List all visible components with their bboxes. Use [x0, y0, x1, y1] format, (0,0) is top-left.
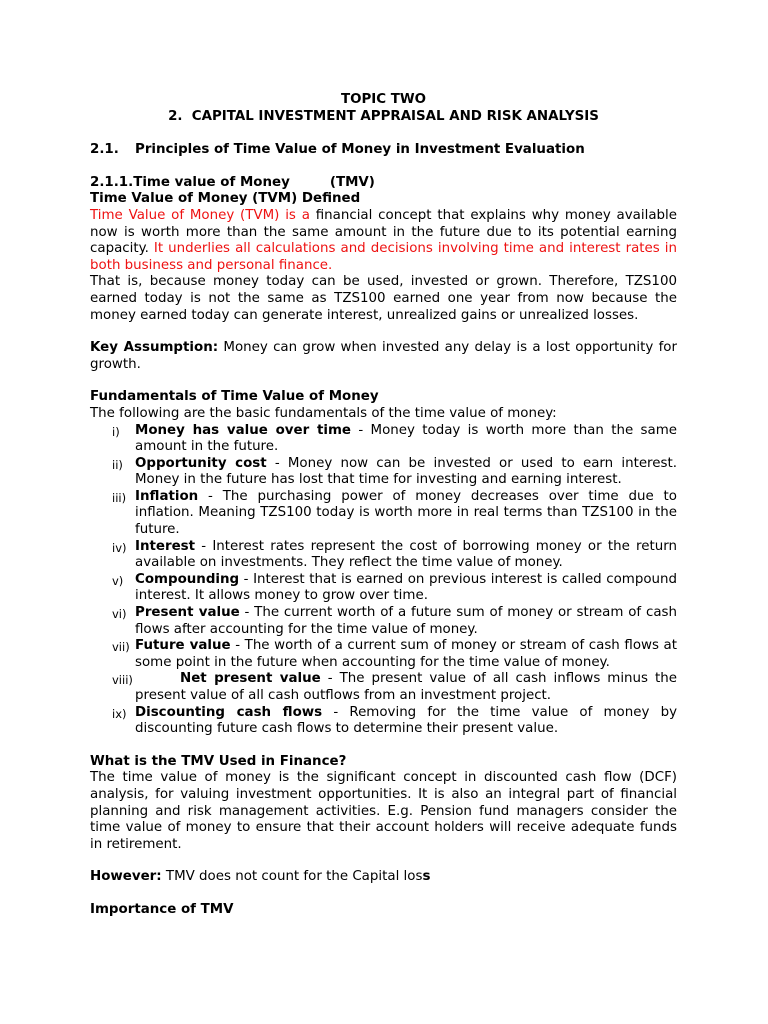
fundamentals-intro: The following are the basic fundamentals of the time value of money:: [90, 405, 557, 421]
subsection-heading: [90, 175, 677, 192]
list-marker: iii): [112, 490, 127, 505]
definition-red-2: It underlies all calculations and decisions involving time and interest rates in both business and personal finance.: [90, 241, 677, 273]
subsection-abbr: (TMV): [329, 174, 375, 190]
list-marker: vi): [112, 607, 127, 622]
list-desc: - The present value of all cash inflows minus the present value of all cash outflows from an investment project.: [135, 671, 677, 703]
list-item: [90, 638, 677, 671]
document-body: [90, 92, 677, 919]
list-desc: - Interest that is earned on previous interest is called compound interest. It allows money to grow over time.: [135, 571, 677, 604]
topic-title: TOPIC TWO: [340, 92, 427, 107]
usage-paragraph: The time value of money is the significant concept in discounted cash flow (DCF) analysis, for valuing investment opportunities. It is also an integral part of financial planning and risk management activities. E.g. Pension fund managers consider the time value of money to ensure that their account holders will receive adequate funds in retirement.: [90, 770, 677, 852]
list-marker: viii): [112, 673, 133, 688]
definition-red-1: Time Value of Money (TVM) is a: [90, 207, 310, 223]
list-desc: - Money today is worth more than the same amount in the future.: [135, 422, 677, 455]
key-assumption-paragraph: [90, 340, 677, 373]
list-item: [90, 489, 677, 539]
list-item: [90, 705, 677, 738]
list-desc: - The purchasing power of money decreases over time due to inflation. Meaning TZS100 today is worth more in real terms than TZS100 in the future.: [135, 488, 677, 538]
list-term: Net present value: [180, 671, 321, 687]
explanation-paragraph: That is, because money today can be used, invested or grown. Therefore, TZS100 earned today is not the same as TZS100 earned one year from now because the money earned today can generate interest, unrealized gains or unrealized losses.: [90, 274, 677, 323]
definition-heading: Time Value of Money (TVM) Defined: [90, 191, 361, 207]
definition-paragraph: [90, 208, 677, 274]
list-term: Compounding: [135, 571, 240, 587]
list-term: Opportunity cost: [135, 455, 267, 471]
section-title: Principles of Time Value of Money in Investment Evaluation: [135, 142, 585, 158]
however-label: However:: [90, 869, 162, 885]
list-term: Inflation: [135, 488, 199, 504]
list-desc: - The worth of a current sum of money or stream of cash flows at some point in the future when accounting for the time value of money.: [135, 638, 677, 670]
chapter-title-text: CAPITAL INVESTMENT APPRAISAL AND RISK ANALYSIS: [191, 108, 599, 124]
however-paragraph: [90, 869, 677, 886]
list-desc: - Money now can be invested or used to earn interest. Money in the future has lost that time for investing and earning interest.: [135, 455, 677, 488]
fundamentals-list: [90, 423, 677, 738]
list-marker: vii): [112, 640, 130, 655]
list-term: Discounting cash flows: [135, 704, 323, 720]
subsection-title: 2.1.1.Time value of Money: [90, 174, 290, 190]
list-term: Money has value over time: [135, 422, 351, 438]
list-marker: ix): [112, 706, 127, 721]
list-desc: - Removing for the time value of money by discounting future cash flows to determine their present value.: [135, 704, 677, 737]
list-item: [90, 456, 677, 489]
list-item: [90, 671, 677, 704]
definition-black-1: financial concept that explains why money available now is worth more than the same amount in the future due to its potential earning capacity.: [90, 207, 677, 257]
list-marker: iv): [112, 540, 127, 555]
key-assumption-label: Key Assumption:: [90, 340, 219, 356]
list-marker: v): [112, 573, 124, 588]
list-term: Interest: [135, 538, 196, 554]
importance-heading: Importance of TMV: [90, 901, 234, 917]
list-marker: i): [112, 424, 120, 439]
list-term: Future value: [135, 638, 231, 654]
key-assumption-text: Money can grow when invested any delay is a lost opportunity for growth.: [90, 340, 677, 372]
list-item: [90, 572, 677, 605]
list-item: [90, 423, 677, 456]
usage-heading: What is the TMV Used in Finance?: [90, 753, 347, 769]
chapter-title: [90, 109, 677, 126]
section-number: 2.1.: [90, 142, 119, 158]
list-desc: - The current worth of a future sum of money or stream of cash flows after accounting for the time value of money.: [135, 605, 677, 637]
chapter-number: 2.: [168, 108, 183, 124]
list-term: Present value: [135, 605, 240, 621]
list-marker: ii): [112, 457, 123, 472]
however-text: TMV does not count for the Capital los: [161, 869, 423, 885]
section-heading: [90, 142, 677, 159]
however-last-letter: s: [422, 869, 431, 885]
list-item: [90, 539, 677, 572]
fundamentals-heading: Fundamentals of Time Value of Money: [90, 389, 379, 405]
list-item: [90, 605, 677, 638]
list-desc: - Interest rates represent the cost of borrowing money or the return available on investments. They reflect the time value of money.: [135, 538, 677, 571]
